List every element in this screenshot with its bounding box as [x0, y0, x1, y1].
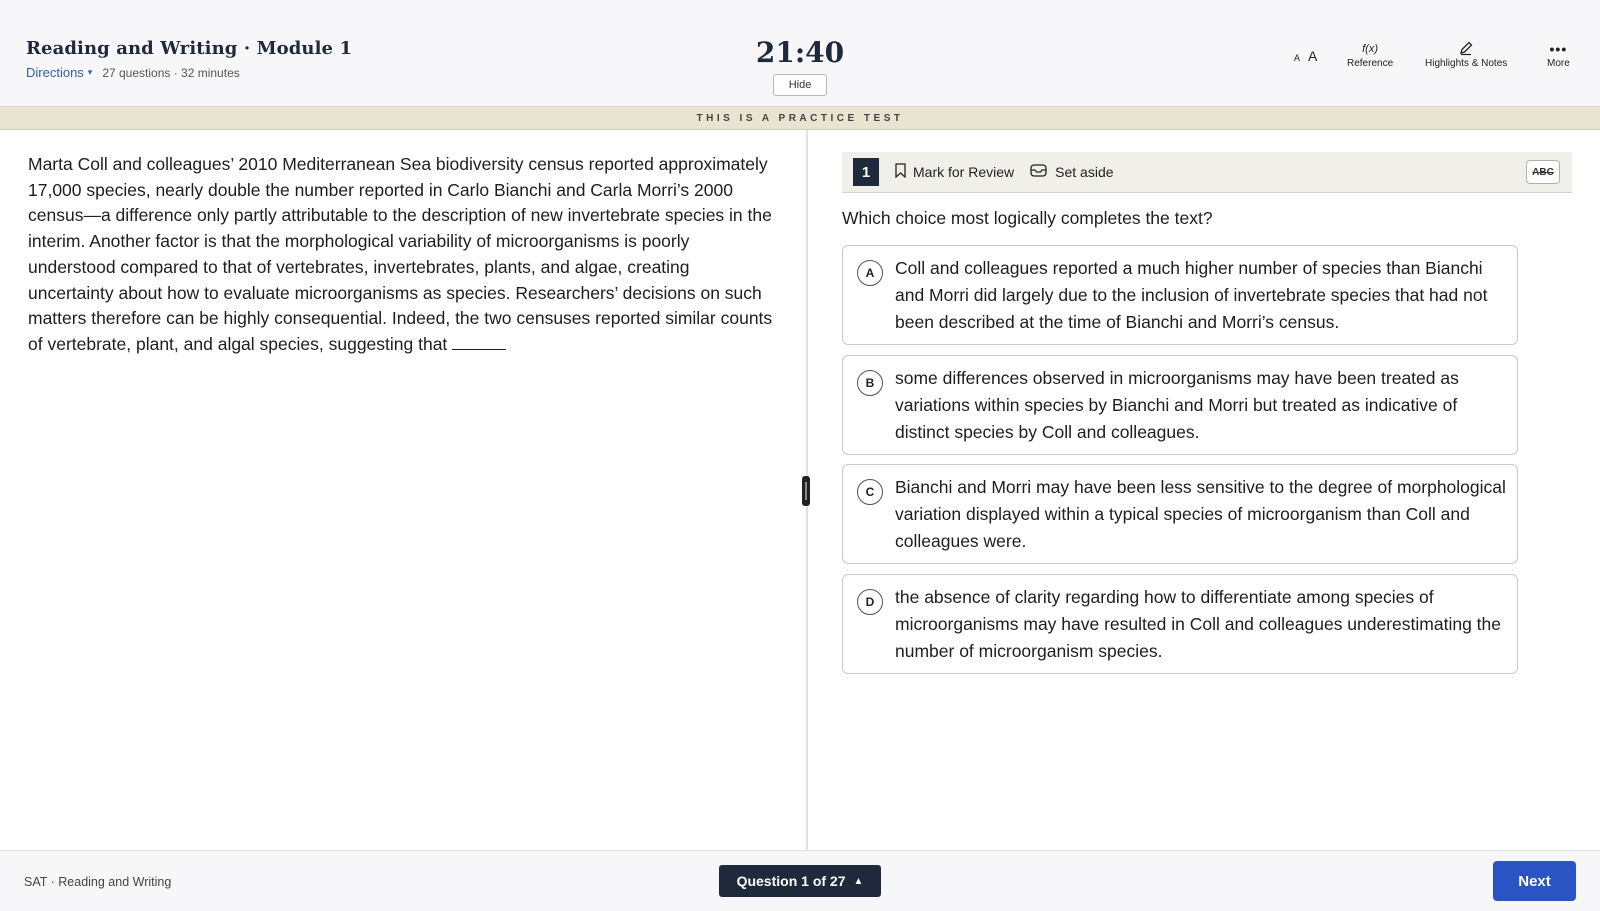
- question-prompt: Which choice most logically completes the text?: [842, 208, 1213, 228]
- next-button[interactable]: Next: [1493, 861, 1576, 901]
- more-dots-icon: •••: [1549, 41, 1568, 57]
- question-navigator-button[interactable]: [719, 865, 881, 897]
- choice-text: Bianchi and Morri may have been less sensitive to the degree of morphological variation displayed within a typical species of microorganism than Coll and colleagues were.: [895, 477, 1506, 551]
- highlights-notes-button[interactable]: [1425, 40, 1507, 69]
- font-increase-icon[interactable]: A: [1308, 48, 1318, 64]
- practice-test-banner: THIS IS A PRACTICE TEST: [0, 107, 1600, 130]
- font-size-control[interactable]: [1294, 48, 1317, 64]
- set-aside-label: Set aside: [1055, 164, 1114, 180]
- question-toolbar: [842, 152, 1572, 193]
- choice-text: the absence of clarity regarding how to differentiate among species of microorganisms may have resulted in Coll and colleagues underestimating the number of microorganism species.: [895, 587, 1502, 661]
- bookmark-icon: [895, 163, 906, 181]
- section-title: Reading and Writing · Module 1: [26, 38, 353, 59]
- answer-choice-b[interactable]: [842, 355, 1518, 455]
- chevron-down-icon: ▾: [87, 67, 93, 77]
- answer-blank: [452, 333, 506, 350]
- chevron-up-icon: ▲: [853, 875, 864, 887]
- set-aside-button[interactable]: [1030, 164, 1113, 180]
- choice-letter: A: [857, 260, 883, 286]
- answer-eliminator-toggle[interactable]: ABC: [1526, 160, 1560, 184]
- font-decrease-icon[interactable]: A: [1294, 53, 1301, 63]
- directions-label: Directions: [26, 65, 84, 80]
- function-icon: f(x): [1362, 43, 1379, 55]
- choice-text: some differences observed in microorganisms may have been treated as variations within species by Bianchi and Morri but treated as indicative of distinct species by Coll and colleagues.: [895, 368, 1459, 442]
- pencil-icon: [1425, 40, 1507, 58]
- question-number: 1: [853, 158, 879, 186]
- reference-button[interactable]: [1347, 40, 1393, 69]
- section-meta: 27 questions · 32 minutes: [102, 65, 240, 80]
- directions-toggle[interactable]: [26, 65, 92, 80]
- exam-header: [0, 0, 1600, 107]
- test-name: SAT · Reading and Writing: [24, 875, 172, 889]
- choice-letter: D: [857, 589, 883, 615]
- choice-text: Coll and colleagues reported a much higher number of species than Bianchi and Morri did largely due to the inclusion of invertebrate species that had not been described at the time of Bianchi and Morri’s census.: [895, 258, 1488, 332]
- header-subrow: [26, 65, 240, 80]
- question-navigator-label: Question 1 of 27: [736, 873, 846, 889]
- answer-choice-d[interactable]: [842, 574, 1518, 674]
- hide-timer-button[interactable]: Hide: [773, 74, 827, 96]
- reading-passage: [28, 152, 778, 358]
- mark-for-review-button[interactable]: [895, 163, 1014, 181]
- passage-text: Marta Coll and colleagues’ 2010 Mediterranean Sea biodiversity census reported approximately 17,000 species, nearly double the number reported in Carlo Bianchi and Carla Morri’s 2000 census—a difference only partly attributable to the description of new invertebrate species in the interim. Another factor is that the morphological variability of microorganisms is poorly understood compared to that of vertebrates, invertebrates, plants, and algae, creating uncertainty about how to evaluate microorganisms as species. Researchers’ decisions on such matters therefore can be highly consequential. Indeed, the two censuses reported similar counts of vertebrate, plant, and algal species, suggesting that: [28, 154, 773, 354]
- highlights-label: Highlights & Notes: [1425, 58, 1508, 69]
- more-label: More: [1547, 58, 1570, 69]
- choice-letter: C: [857, 479, 883, 505]
- pane-resize-handle[interactable]: [802, 476, 810, 506]
- countdown-timer: 21:40: [755, 36, 845, 69]
- tray-icon: [1030, 164, 1047, 180]
- more-button[interactable]: [1547, 40, 1570, 69]
- mark-for-review-label: Mark for Review: [913, 164, 1015, 180]
- choice-letter: B: [857, 370, 883, 396]
- exam-footer: [0, 850, 1600, 911]
- answer-choice-a[interactable]: [842, 245, 1518, 345]
- reference-label: Reference: [1347, 58, 1394, 69]
- answer-choice-c[interactable]: [842, 464, 1518, 564]
